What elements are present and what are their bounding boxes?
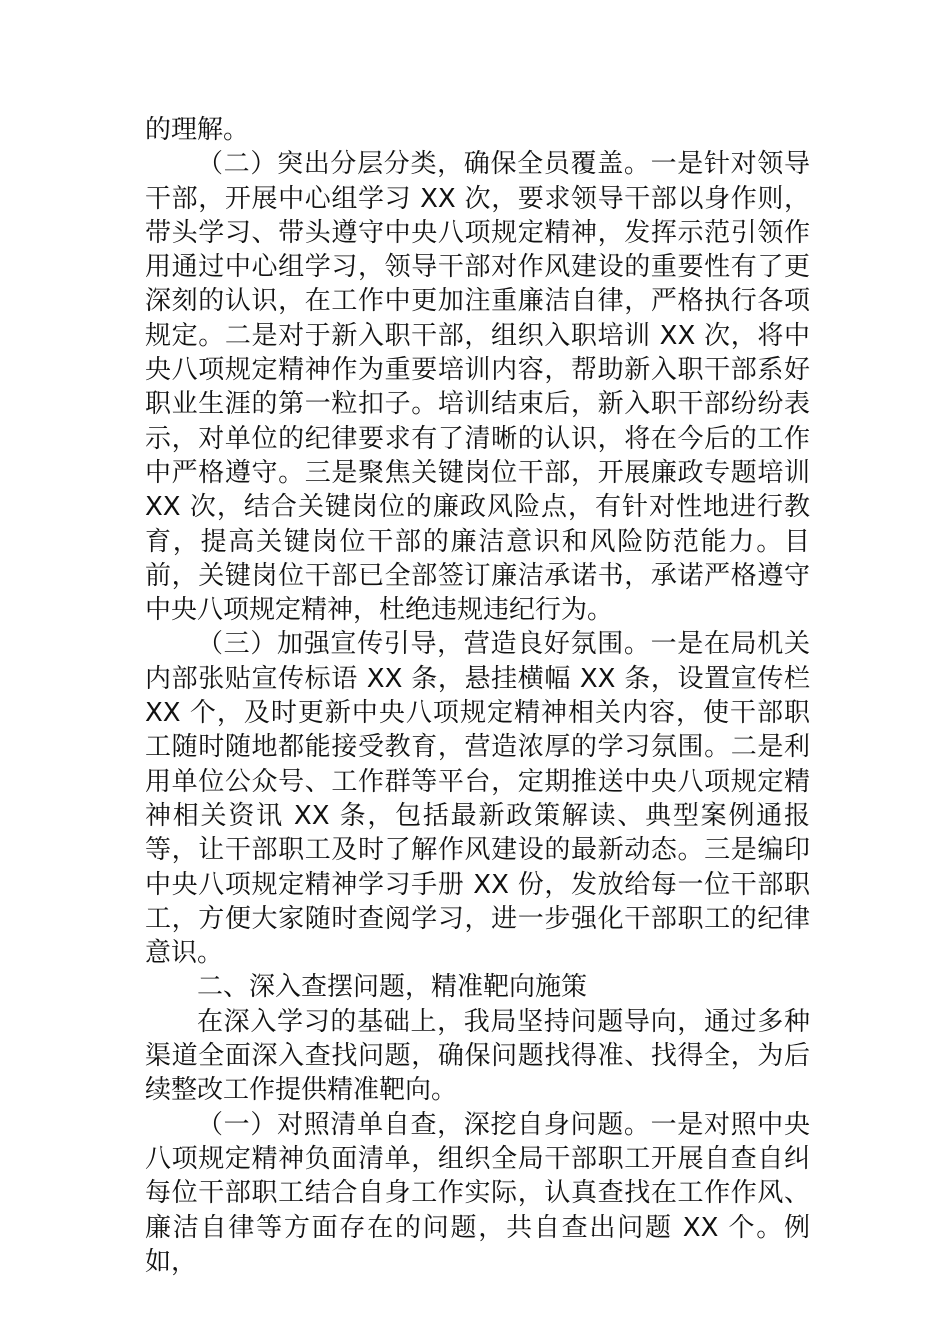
paragraph-continuation: 的理解。	[145, 115, 250, 145]
document-body	[145, 113, 810, 1279]
paragraph-publicity-guidance: （三）加强宣传引导，营造良好氛围。一是在局机关内部张贴宣传标语 XX 条，悬挂横幅 XX 条，设置宣传栏 XX 个，及时更新中央八项规定精神相关内容，使干部职工随时随地都能接受教育，营造浓厚的学习氛围。二是利用单位公众号、工作群等平台，定期推送中央八项规定精神相关资讯 XX 条，包括最新政策解读、典型案例通报等，让干部职工及时了解作风建设的最新动态。三是编印中央八项规定精神学习手册 XX 份，发放给每一位干部职工，方便大家随时查阅学习，进一步强化干部职工的纪律意识。	[145, 629, 810, 969]
section-heading: 二、深入查摆问题，精准靶向施策	[197, 972, 588, 1003]
paragraph-self-inspection: （一）对照清单自查，深挖自身问题。一是对照中央八项规定精神负面清单，组织全局干部职工开展自查自纠每位干部职工结合自身工作实际，认真查找在工作作风、廉洁自律等方面存在的问题，共自查出问题 XX 个。例如，	[145, 1109, 810, 1277]
paragraph-layered-coverage: （二）突出分层分类，确保全员覆盖。一是针对领导干部，开展中心组学习 XX 次，要求领导干部以身作则，带头学习、带头遵守中央八项规定精神，发挥示范引领作用通过中心组学习，领导干部对作风建设的重要性有了更深刻的认识，在工作中更加注重廉洁自律，严格执行各项规定。二是对于新入职干部，组织入职培训 XX 次，将中央八项规定精神作为重要培训内容，帮助新入职干部系好职业生涯的第一粒扣子。培训结束后，新入职干部纷纷表示，对单位的纪律要求有了清晰的认识，将在今后的工作中严格遵守。三是聚焦关键岗位干部，开展廉政专题培训 XX 次，结合关键岗位的廉政风险点，有针对性地进行教育，提高关键岗位干部的廉洁意识和风险防范能力。目前，关键岗位干部已全部签订廉洁承诺书，承诺严格遵守中央八项规定精神，杜绝违规违纪行为。	[145, 149, 810, 626]
paragraph-problem-orientation: 在深入学习的基础上，我局坚持问题导向，通过多种渠道全面深入查找问题，确保问题找得准、找得全，为后续整改工作提供精准靶向。	[145, 1006, 810, 1106]
